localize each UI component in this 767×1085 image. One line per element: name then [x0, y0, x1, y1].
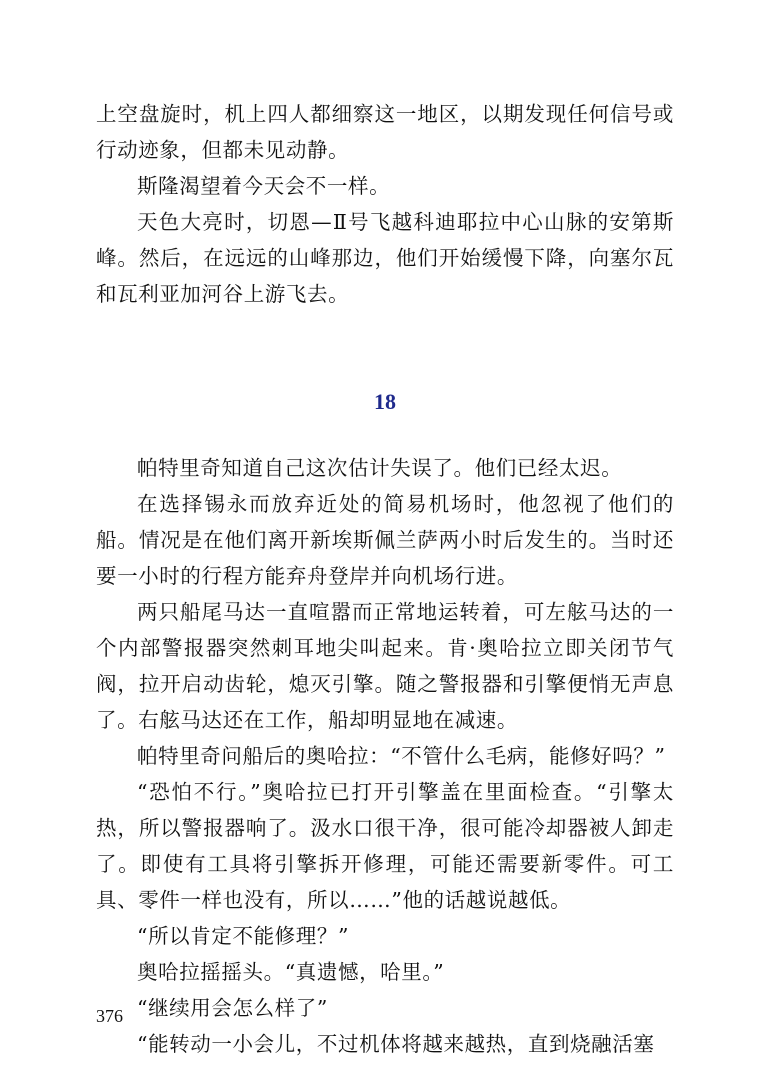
paragraph: “所以肯定不能修理？”: [137, 924, 350, 948]
paragraph: “能转动一小会儿，不过机体将越来越热，直到烧融活塞: [137, 1032, 655, 1056]
paragraph: 奥哈拉摇摇头。“真遗憾，哈里。”: [137, 960, 445, 984]
section-spacer: [96, 312, 674, 384]
paragraph: 斯隆渴望着今天会不一样。: [137, 174, 391, 198]
text-block-after-chapter: [96, 450, 674, 1062]
paragraph: 在选择锡永而放弃近处的简易机场时，他忽视了他们的船。情况是在他们离开新埃斯佩兰萨两小时后发生的。当时还要一小时的行程方能弃舟登岸并向机场行进。: [96, 492, 674, 588]
paragraph: 上空盘旋时，机上四人都细察这一地区，以期发现任何信号或行动迹象，但都未见动静。: [96, 102, 674, 162]
paragraph: 帕特里奇问船后的奥哈拉：“不管什么毛病，能修好吗？”: [137, 744, 666, 768]
section-spacer: [96, 420, 674, 450]
paragraph: “继续用会怎么样了”: [137, 996, 328, 1020]
text-block-before-chapter: [96, 96, 674, 312]
paragraph: 帕特里奇知道自己这次估计失误了。他们已经太迟。: [137, 456, 623, 480]
page-number: 376: [96, 1006, 123, 1026]
paragraph: “恐怕不行。”奥哈拉已打开引擎盖在里面检查。“引擎太热，所以警报器响了。汲水口很干净，很可能冷却器被人卸走了。即使有工具将引擎拆开修理，可能还需要新零件。可工具、零件一样也没有，所以……”他的话越说越低。: [96, 780, 674, 912]
page-body: [96, 96, 674, 1062]
chapter-number: 18: [374, 389, 396, 414]
paragraph: 两只船尾马达一直喧嚣而正常地运转着，可左舷马达的一个内部警报器突然刺耳地尖叫起来。肯·奥哈拉立即关闭节气阀，拉开启动齿轮，熄灭引擎。随之警报器和引擎便悄无声息了。右舷马达还在工作，船却明显地在减速。: [96, 600, 674, 732]
paragraph: 天色大亮时，切恩—Ⅱ号飞越科迪耶拉中心山脉的安第斯峰。然后，在远远的山峰那边，他们开始缓慢下降，向塞尔瓦和瓦利亚加河谷上游飞去。: [96, 210, 674, 306]
